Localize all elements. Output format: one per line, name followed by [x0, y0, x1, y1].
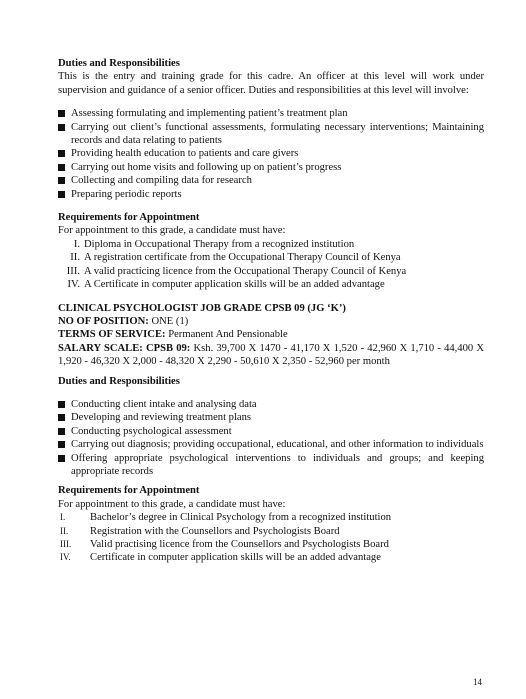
job-title: CLINICAL PSYCHOLOGIST JOB GRADE CPSB 09 (JG ‘K’) [58, 302, 346, 314]
requirements-intro: For appointment to this grade, a candidate must have: [58, 498, 286, 510]
bullet-icon [58, 150, 65, 157]
list-item: Providing health education to patients and care givers [58, 147, 484, 160]
list-item: Conducting client intake and analysing data [58, 398, 484, 411]
terms-line: TERMS OF SERVICE: Permanent And Pensionable [58, 329, 288, 341]
bullet-icon [58, 124, 65, 131]
list-item: Conducting psychological assessment [58, 425, 484, 438]
list-item: IV. A Certificate in computer application skills will be an added advantage [67, 279, 385, 291]
requirements-intro: For appointment to this grade, a candidate must have: [58, 225, 286, 237]
bullet-icon [58, 401, 65, 408]
salary-line: SALARY SCALE: CPSB 09: Ksh. 39,700 X 1470 - 41,170 X 1,520 - 42,960 X 1,710 - 44,400 X 1,920 - 46,320 X 2,000 - 48,320 X 2,290 - 50,610 X 2,350 - 52,960 per month [58, 342, 485, 368]
list-item: Preparing periodic reports [58, 188, 484, 201]
intro-paragraph: This is the entry and training grade for this cadre. An officer at this level will work under supervision and guidance of a senior officer. Duties and responsibilities at this level will involve: [58, 71, 484, 96]
bullet-icon [58, 414, 65, 421]
section-heading: Duties and Responsibilities [58, 58, 180, 69]
requirements-list [58, 238, 484, 292]
list-item: IV. Certificate in computer application skills will be an added advantage [60, 552, 381, 564]
bullet-icon [58, 455, 65, 462]
list-item: Developing and reviewing treatment plans [58, 411, 484, 424]
bullet-icon [58, 441, 65, 448]
page-number: 14 [473, 677, 482, 687]
list-item: I. Diploma in Occupational Therapy from a recognized institution [73, 238, 355, 250]
list-item: II. Registration with the Counsellors and Psychologists Board [60, 525, 340, 537]
requirements-heading: Requirements for Appointment [58, 212, 200, 224]
list-item: Carrying out client’s functional assessments, formulating necessary interventions; Maintaining records and data relating to patients [58, 121, 484, 148]
duties-list [58, 398, 484, 478]
list-item: Offering appropriate psychological interventions to individuals and groups; and keeping appropriate records [58, 452, 484, 479]
list-item: II. A registration certificate from the Occupational Therapy Council of Kenya [70, 252, 401, 264]
bullet-icon [58, 191, 65, 198]
positions-line: NO OF POSITION: ONE (1) [58, 315, 189, 327]
list-item: Carrying out diagnosis; providing occupational, educational, and other information to individuals [58, 438, 484, 451]
duties-list [58, 107, 484, 201]
list-item: III. A valid practicing licence from the Occupational Therapy Council of Kenya [66, 265, 407, 277]
list-item: Carrying out home visits and following up on patient’s progress [58, 161, 484, 174]
bullet-icon [58, 164, 65, 171]
list-item: I. Bachelor’s degree in Clinical Psychology from a recognized institution [60, 512, 392, 524]
list-item: Assessing formulating and implementing patient’s treatment plan [58, 107, 484, 120]
list-item: Collecting and compiling data for research [58, 174, 484, 187]
requirements-list [58, 511, 484, 565]
section-heading: Duties and Responsibilities [58, 375, 180, 387]
list-item: III. Valid practising licence from the Counsellors and Psychologists Board [60, 539, 389, 550]
requirements-heading: Requirements for Appointment [58, 485, 200, 497]
document-page [58, 57, 484, 565]
bullet-icon [58, 177, 65, 184]
bullet-icon [58, 428, 65, 435]
bullet-icon [58, 110, 65, 117]
